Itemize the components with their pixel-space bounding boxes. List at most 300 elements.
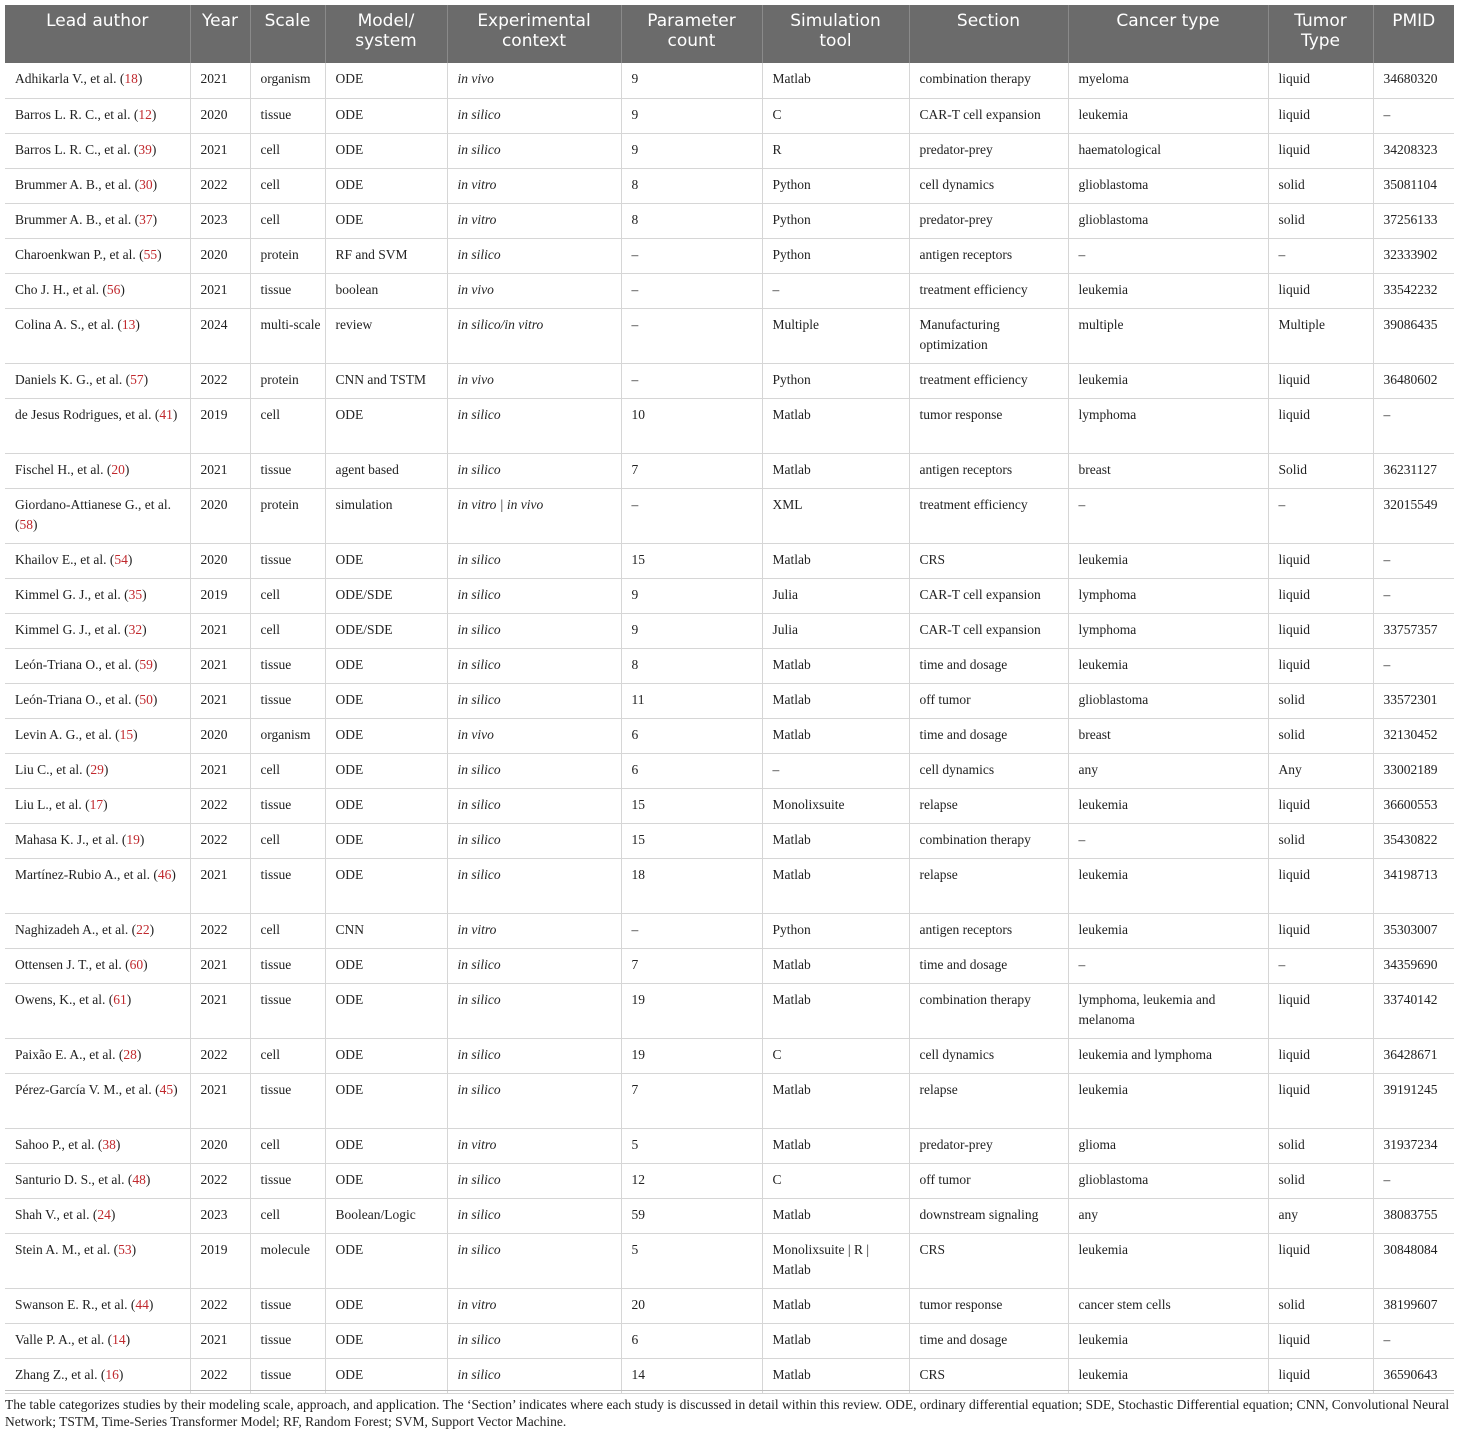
tumor-cell: liquid [1268, 913, 1373, 948]
context-cell: in vivo [447, 273, 621, 308]
section-cell: cell dynamics [909, 753, 1068, 788]
tool-cell: Matlab [762, 1323, 909, 1358]
reference-link[interactable]: 38 [102, 1136, 116, 1152]
reference-close-paren: ) [149, 921, 155, 937]
pmid-cell: 33002189 [1373, 753, 1454, 788]
author-name: Levin A. G., et al. ( [15, 726, 120, 742]
author-cell [5, 273, 190, 308]
table-row [5, 1198, 1454, 1233]
reference-link[interactable]: 56 [106, 281, 121, 297]
pmid-cell: 34208323 [1373, 133, 1454, 168]
reference-close-paren: ) [118, 1366, 124, 1382]
params-cell: 15 [621, 543, 762, 578]
params-cell: 8 [621, 168, 762, 203]
reference-link[interactable]: 50 [139, 691, 153, 707]
tool-cell: Matlab [762, 1073, 909, 1128]
params-cell: 9 [621, 98, 762, 133]
tumor-cell: liquid [1268, 98, 1373, 133]
reference-close-paren: ) [103, 796, 108, 812]
params-cell: 5 [621, 1233, 762, 1288]
section-cell: combination therapy [909, 983, 1068, 1038]
pmid-cell: 34198713 [1373, 858, 1454, 913]
context-cell: in silico [447, 98, 621, 133]
table-row [5, 203, 1454, 238]
params-cell: 12 [621, 1163, 762, 1198]
model-cell: ODE [325, 753, 447, 788]
section-cell: predator-prey [909, 203, 1068, 238]
pmid-cell: – [1373, 98, 1454, 133]
author-cell [5, 398, 190, 453]
cancer-cell: any [1068, 753, 1268, 788]
params-cell: 9 [621, 613, 762, 648]
pmid-cell: 33757357 [1373, 613, 1454, 648]
context-cell: in silico [447, 543, 621, 578]
reference-link[interactable]: 13 [121, 316, 136, 332]
model-cell: ODE [325, 1323, 447, 1358]
tumor-cell: liquid [1268, 983, 1373, 1038]
year-cell: 2021 [190, 648, 250, 683]
params-cell: 6 [621, 753, 762, 788]
context-cell: in vitro [447, 913, 621, 948]
scale-cell: organism [250, 63, 325, 98]
model-cell: ODE [325, 983, 447, 1038]
reference-close-paren: ) [142, 586, 147, 602]
table-row [5, 1288, 1454, 1323]
tumor-cell: liquid [1268, 133, 1373, 168]
cancer-cell: glioblastoma [1068, 203, 1268, 238]
tool-cell: Matlab [762, 1358, 909, 1393]
table-row [5, 308, 1454, 363]
author-name: Giordano-Attianese G., et al. ( [15, 496, 171, 532]
column-header: Model/ system [325, 5, 447, 63]
params-cell: 59 [621, 1198, 762, 1233]
cancer-cell: glioblastoma [1068, 168, 1268, 203]
table-row [5, 488, 1454, 543]
reference-link[interactable]: 29 [90, 761, 104, 777]
author-cell [5, 578, 190, 613]
params-cell: – [621, 913, 762, 948]
params-cell: – [621, 238, 762, 273]
reference-link[interactable]: 61 [113, 991, 127, 1007]
author-name: Fischel H., et al. ( [15, 461, 112, 477]
reference-close-paren: ) [33, 516, 38, 532]
reference-link[interactable]: 48 [132, 1171, 146, 1187]
author-cell [5, 983, 190, 1038]
cancer-cell: leukemia [1068, 98, 1268, 133]
cancer-cell: – [1068, 488, 1268, 543]
scale-cell: cell [250, 133, 325, 168]
reference-link[interactable]: 37 [139, 211, 153, 227]
author-cell [5, 363, 190, 398]
tumor-cell: solid [1268, 203, 1373, 238]
tool-cell: Matlab [762, 718, 909, 753]
year-cell: 2022 [190, 1288, 250, 1323]
year-cell: 2022 [190, 913, 250, 948]
tumor-cell: solid [1268, 1128, 1373, 1163]
scale-cell: cell [250, 913, 325, 948]
author-name: León-Triana O., et al. ( [15, 691, 140, 707]
reference-close-paren: ) [136, 1046, 142, 1062]
reference-link[interactable]: 53 [118, 1241, 132, 1257]
author-name: de Jesus Rodrigues, et al. ( [15, 406, 160, 422]
author-cell [5, 683, 190, 718]
tool-cell: C [762, 1163, 909, 1198]
context-cell: in silico [447, 1198, 621, 1233]
tool-cell: Matlab [762, 983, 909, 1038]
tool-cell: Python [762, 168, 909, 203]
context-cell: in silico [447, 1233, 621, 1288]
reference-link[interactable]: 35 [128, 586, 143, 602]
table-row [5, 613, 1454, 648]
tumor-cell: – [1268, 948, 1373, 983]
reference-link[interactable]: 41 [159, 406, 173, 422]
author-name: Liu C., et al. ( [15, 761, 91, 777]
reference-link[interactable]: 30 [139, 176, 153, 192]
year-cell: 2021 [190, 858, 250, 913]
pmid-cell: 36600553 [1373, 788, 1454, 823]
model-cell: ODE [325, 1038, 447, 1073]
reference-close-paren: ) [143, 956, 148, 972]
year-cell: 2021 [190, 613, 250, 648]
reference-close-paren: ) [131, 1241, 137, 1257]
scale-cell: cell [250, 1038, 325, 1073]
scale-cell: molecule [250, 1233, 325, 1288]
model-cell: ODE/SDE [325, 578, 447, 613]
context-cell: in silico [447, 1358, 621, 1393]
section-cell: treatment efficiency [909, 488, 1068, 543]
scale-cell: tissue [250, 1288, 325, 1323]
scale-cell: cell [250, 1198, 325, 1233]
pmid-cell: 31937234 [1373, 1128, 1454, 1163]
params-cell: 11 [621, 683, 762, 718]
reference-link[interactable]: 54 [114, 551, 128, 567]
reference-link[interactable]: 19 [126, 831, 140, 847]
model-cell: ODE [325, 1073, 447, 1128]
cancer-cell: multiple [1068, 308, 1268, 363]
reference-link[interactable]: 60 [129, 956, 144, 972]
tool-cell: Matlab [762, 823, 909, 858]
model-cell: ODE [325, 98, 447, 133]
reference-link[interactable]: 32 [128, 621, 143, 637]
reference-close-paren: ) [152, 691, 158, 707]
year-cell: 2020 [190, 1128, 250, 1163]
reference-link[interactable]: 20 [111, 461, 125, 477]
author-cell [5, 168, 190, 203]
cancer-cell: leukemia [1068, 1073, 1268, 1128]
model-cell: ODE [325, 948, 447, 983]
reference-close-paren: ) [139, 831, 145, 847]
author-cell [5, 453, 190, 488]
section-cell: off tumor [909, 1163, 1068, 1198]
scale-cell: tissue [250, 543, 325, 578]
model-cell: ODE [325, 823, 447, 858]
year-cell: 2020 [190, 238, 250, 273]
tool-cell: Matlab [762, 398, 909, 453]
table-row [5, 1323, 1454, 1358]
author-name: Owens, K., et al. ( [15, 991, 114, 1007]
reference-close-paren: ) [115, 1136, 121, 1152]
pmid-cell: 30848084 [1373, 1233, 1454, 1288]
cancer-cell: – [1068, 823, 1268, 858]
context-cell: in silico [447, 1073, 621, 1128]
table-row [5, 1073, 1454, 1128]
context-cell: in silico [447, 1163, 621, 1198]
pmid-cell: 36231127 [1373, 453, 1454, 488]
reference-link[interactable]: 18 [124, 71, 138, 86]
section-cell: predator-prey [909, 1128, 1068, 1163]
context-cell: in vitro [447, 1128, 621, 1163]
cancer-cell: leukemia [1068, 913, 1268, 948]
cancer-cell: leukemia and lymphoma [1068, 1038, 1268, 1073]
tool-cell: Matlab [762, 543, 909, 578]
tumor-cell: liquid [1268, 1323, 1373, 1358]
tool-cell: Monolixsuite | R | Matlab [762, 1233, 909, 1288]
reference-close-paren: ) [103, 761, 109, 777]
reference-link[interactable]: 28 [123, 1046, 137, 1062]
tumor-cell: – [1268, 488, 1373, 543]
context-cell: in vivo [447, 718, 621, 753]
tool-cell: Julia [762, 613, 909, 648]
author-cell [5, 788, 190, 823]
reference-link[interactable]: 55 [143, 246, 158, 262]
table-row [5, 648, 1454, 683]
params-cell: 6 [621, 1323, 762, 1358]
table-row [5, 543, 1454, 578]
column-header: PMID [1373, 5, 1454, 63]
table-row [5, 1233, 1454, 1288]
tool-cell: Matlab [762, 683, 909, 718]
model-cell: RF and SVM [325, 238, 447, 273]
year-cell: 2021 [190, 1323, 250, 1358]
author-cell [5, 648, 190, 683]
section-cell: antigen receptors [909, 913, 1068, 948]
tumor-cell: Multiple [1268, 308, 1373, 363]
params-cell: 7 [621, 1073, 762, 1128]
author-name: Stein A. M., et al. ( [15, 1241, 119, 1257]
tumor-cell: liquid [1268, 543, 1373, 578]
cancer-cell: lymphoma, leukemia and melanoma [1068, 983, 1268, 1038]
reference-close-paren: ) [173, 1081, 178, 1097]
model-cell: ODE [325, 203, 447, 238]
model-cell: ODE [325, 683, 447, 718]
tumor-cell: liquid [1268, 613, 1373, 648]
year-cell: 2020 [190, 718, 250, 753]
pmid-cell: 39191245 [1373, 1073, 1454, 1128]
year-cell: 2021 [190, 63, 250, 98]
reference-link[interactable]: 12 [138, 106, 152, 122]
tool-cell: Python [762, 238, 909, 273]
context-cell: in vitro [447, 1288, 621, 1323]
model-cell: CNN and TSTM [325, 363, 447, 398]
year-cell: 2022 [190, 1038, 250, 1073]
pmid-cell: 35081104 [1373, 168, 1454, 203]
params-cell: 9 [621, 578, 762, 613]
reference-link[interactable]: 57 [130, 371, 144, 387]
scale-cell: cell [250, 613, 325, 648]
section-cell: time and dosage [909, 1323, 1068, 1358]
column-header: Simulation tool [762, 5, 909, 63]
studies-table [5, 5, 1454, 1394]
params-cell: 8 [621, 648, 762, 683]
author-name: Kimmel G. J., et al. ( [15, 586, 129, 602]
author-cell [5, 63, 190, 98]
cancer-cell: cancer stem cells [1068, 1288, 1268, 1323]
section-cell: antigen receptors [909, 238, 1068, 273]
section-cell: Manufacturing optimization [909, 308, 1068, 363]
reference-link[interactable]: 46 [157, 866, 172, 882]
context-cell: in silico [447, 578, 621, 613]
pmid-cell: 36480602 [1373, 363, 1454, 398]
scale-cell: tissue [250, 683, 325, 718]
model-cell: CNN [325, 913, 447, 948]
scale-cell: tissue [250, 858, 325, 913]
reference-link[interactable]: 44 [135, 1296, 149, 1312]
author-name: Pérez-García V. M., et al. ( [15, 1081, 160, 1097]
year-cell: 2022 [190, 168, 250, 203]
column-header: Experimental context [447, 5, 621, 63]
table-body [5, 63, 1454, 1393]
cancer-cell: leukemia [1068, 273, 1268, 308]
params-cell: 9 [621, 133, 762, 168]
reference-close-paren: ) [157, 246, 162, 262]
year-cell: 2021 [190, 1073, 250, 1128]
table-row [5, 718, 1454, 753]
tumor-cell: liquid [1268, 1073, 1373, 1128]
pmid-cell: 33542232 [1373, 273, 1454, 308]
author-cell [5, 823, 190, 858]
table-row [5, 1038, 1454, 1073]
cancer-cell: leukemia [1068, 1358, 1268, 1393]
reference-close-paren: ) [151, 106, 157, 122]
author-name: Valle P. A., et al. ( [15, 1331, 113, 1347]
params-cell: 10 [621, 398, 762, 453]
reference-link[interactable]: 16 [105, 1366, 119, 1382]
tumor-cell: solid [1268, 718, 1373, 753]
tool-cell: Python [762, 203, 909, 238]
model-cell: ODE [325, 168, 447, 203]
pmid-cell: 36590643 [1373, 1358, 1454, 1393]
author-cell [5, 1358, 190, 1393]
column-header: Lead author [5, 5, 190, 63]
section-cell: CAR-T cell expansion [909, 613, 1068, 648]
section-cell: combination therapy [909, 823, 1068, 858]
table-row [5, 1358, 1454, 1393]
author-name: Zhang Z., et al. ( [15, 1366, 106, 1382]
tool-cell: – [762, 273, 909, 308]
context-cell: in silico [447, 858, 621, 913]
author-cell [5, 308, 190, 363]
scale-cell: multi-scale [250, 308, 325, 363]
author-name: Santurio D. S., et al. ( [15, 1171, 133, 1187]
year-cell: 2020 [190, 543, 250, 578]
model-cell: boolean [325, 273, 447, 308]
tumor-cell: solid [1268, 823, 1373, 858]
cancer-cell: haematological [1068, 133, 1268, 168]
author-name: Daniels K. G., et al. ( [15, 371, 131, 387]
reference-close-paren: ) [124, 461, 130, 477]
section-cell: time and dosage [909, 648, 1068, 683]
column-header: Year [190, 5, 250, 63]
reference-link[interactable]: 15 [119, 726, 134, 742]
pmid-cell: 34680320 [1373, 63, 1454, 98]
reference-link[interactable]: 39 [138, 141, 152, 157]
reference-link[interactable]: 17 [89, 796, 104, 812]
author-name: Charoenkwan P., et al. ( [15, 246, 144, 262]
cancer-cell: leukemia [1068, 363, 1268, 398]
context-cell: in vivo [447, 63, 621, 98]
reference-link[interactable]: 59 [139, 656, 153, 672]
reference-link[interactable]: 45 [159, 1081, 174, 1097]
reference-close-paren: ) [152, 211, 158, 227]
context-cell: in silico [447, 753, 621, 788]
pmid-cell: 38083755 [1373, 1198, 1454, 1233]
author-cell [5, 753, 190, 788]
table-header [5, 5, 1454, 63]
model-cell: ODE [325, 398, 447, 453]
reference-link[interactable]: 58 [19, 516, 33, 532]
model-cell: ODE [325, 718, 447, 753]
year-cell: 2019 [190, 578, 250, 613]
model-cell: Boolean/Logic [325, 1198, 447, 1233]
cancer-cell: leukemia [1068, 648, 1268, 683]
section-cell: CAR-T cell expansion [909, 578, 1068, 613]
reference-link[interactable]: 14 [112, 1331, 126, 1347]
tool-cell: Monolixsuite [762, 788, 909, 823]
reference-close-paren: ) [133, 726, 138, 742]
tool-cell: Matlab [762, 858, 909, 913]
tool-cell: Matlab [762, 1198, 909, 1233]
author-cell [5, 1323, 190, 1358]
context-cell: in silico [447, 238, 621, 273]
reference-close-paren: ) [110, 1206, 116, 1222]
model-cell: ODE [325, 1233, 447, 1288]
params-cell: 20 [621, 1288, 762, 1323]
cancer-cell: – [1068, 948, 1268, 983]
params-cell: 18 [621, 858, 762, 913]
tumor-cell: Any [1268, 753, 1373, 788]
author-cell [5, 1233, 190, 1288]
author-name: Paixão E. A., et al. ( [15, 1046, 124, 1062]
scale-cell: tissue [250, 983, 325, 1038]
pmid-cell: – [1373, 1323, 1454, 1358]
table-row [5, 238, 1454, 273]
model-cell: ODE [325, 858, 447, 913]
model-cell: ODE/SDE [325, 613, 447, 648]
table-row [5, 948, 1454, 983]
reference-link[interactable]: 22 [136, 921, 150, 937]
section-cell: predator-prey [909, 133, 1068, 168]
params-cell: – [621, 363, 762, 398]
pmid-cell: 35430822 [1373, 823, 1454, 858]
year-cell: 2019 [190, 1233, 250, 1288]
reference-link[interactable]: 24 [97, 1206, 111, 1222]
pmid-cell: – [1373, 398, 1454, 453]
section-cell: cell dynamics [909, 1038, 1068, 1073]
author-cell [5, 203, 190, 238]
cancer-cell: any [1068, 1198, 1268, 1233]
params-cell: 7 [621, 453, 762, 488]
author-cell [5, 1038, 190, 1073]
model-cell: ODE [325, 1163, 447, 1198]
author-name: Khailov E., et al. ( [15, 551, 115, 567]
tool-cell: Julia [762, 578, 909, 613]
params-cell: 19 [621, 1038, 762, 1073]
model-cell: review [325, 308, 447, 363]
table-row [5, 1163, 1454, 1198]
author-name: Adhikarla V., et al. ( [15, 71, 125, 86]
reference-close-paren: ) [152, 176, 158, 192]
model-cell: ODE [325, 133, 447, 168]
